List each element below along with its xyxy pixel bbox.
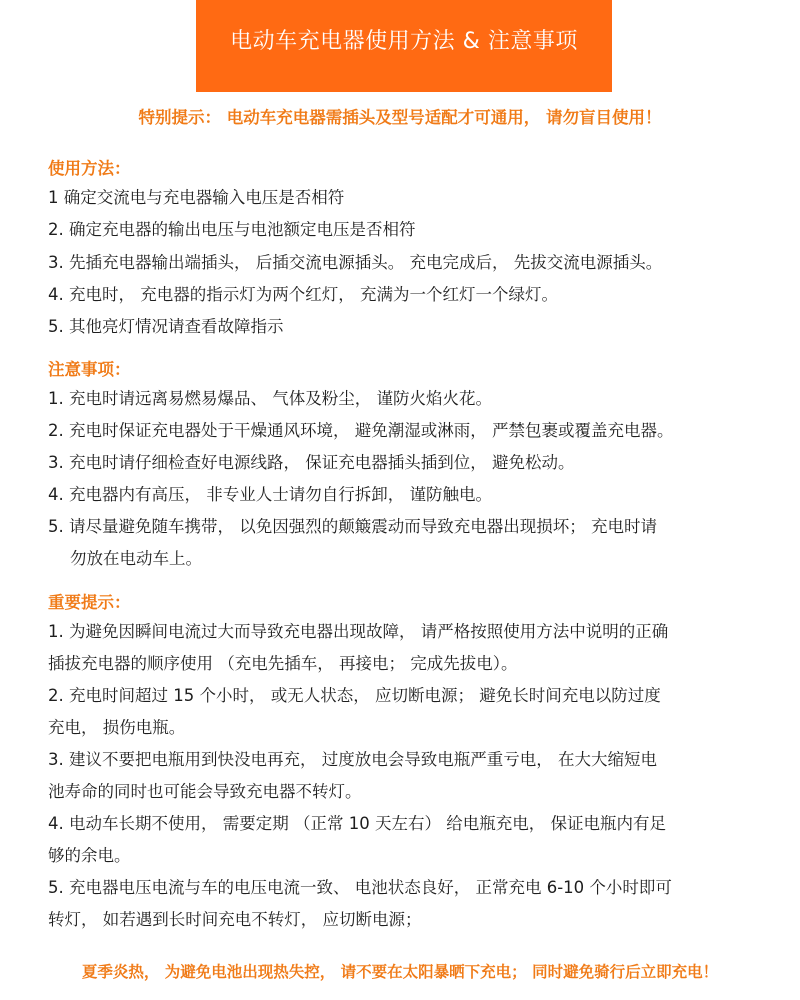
important-item-4: 4. 电动车长期不使用， 需要定期 （正常 10 天左右） 给电瓶充电， 保证电瓶内有足: [48, 814, 666, 833]
important-item-3-cont: 池寿命的同时也可能会导致充电器不转灯。: [48, 782, 362, 801]
notes-item-4: 4. 充电器内有高压， 非专业人士请勿自行拆卸， 谨防触电。: [48, 485, 492, 504]
usage-item-5: 5. 其他亮灯情况请查看故障指示: [48, 317, 284, 336]
important-item-2-cont: 充电， 损伤电瓶。: [48, 718, 186, 737]
important-item-1: 1. 为避免因瞬间电流过大而导致充电器出现故障， 请严格按照使用方法中说明的正确: [48, 622, 669, 641]
usage-item-3: 3. 先插充电器输出端插头， 后插交流电源插头。 充电完成后， 先拔交流电源插头。: [48, 253, 663, 272]
important-item-5-cont: 转灯， 如若遇到长时间充电不转灯， 应切断电源；: [48, 910, 422, 929]
important-item-5: 5. 充电器电压电流与车的电压电流一致、 电池状态良好， 正常充电 6-10 个小时即可: [48, 878, 672, 897]
notes-item-5-cont: 勿放在电动车上。: [70, 549, 202, 568]
usage-item-2: 2. 确定充电器的输出电压与电池额定电压是否相符: [48, 220, 416, 239]
notes-item-3: 3. 充电时请仔细检查好电源线路， 保证充电器插头插到位， 避免松动。: [48, 453, 575, 472]
notes-item-2: 2. 充电时保证充电器处于干燥通风环境， 避免潮湿或淋雨， 严禁包裹或覆盖充电器。: [48, 421, 674, 440]
notes-heading: 注意事项：: [48, 360, 131, 379]
important-item-4-cont: 够的余电。: [48, 846, 131, 865]
usage-item-1: 1 确定交流电与充电器输入电压是否相符: [48, 188, 345, 207]
page-title: 电动车充电器使用方法 & 注意事项: [196, 0, 612, 92]
important-item-3: 3. 建议不要把电瓶用到快没电再充， 过度放电会导致电瓶严重亏电， 在大大缩短电: [48, 750, 657, 769]
notes-item-1: 1. 充电时请远离易燃易爆品、 气体及粉尘， 谨防火焰火花。: [48, 389, 492, 408]
usage-heading: 使用方法：: [48, 159, 131, 178]
important-item-1-cont: 插拔充电器的顺序使用 （充电先插车， 再接电； 完成先拔电）。: [48, 654, 518, 673]
notes-item-5: 5. 请尽量避免随车携带， 以免因强烈的颠簸震动而导致充电器出现损坏； 充电时请: [48, 517, 657, 536]
usage-item-4: 4. 充电时， 充电器的指示灯为两个红灯， 充满为一个红灯一个绿灯。: [48, 285, 558, 304]
summer-warning: 夏季炎热， 为避免电池出现热失控， 请不要在太阳暴晒下充电； 同时避免骑行后立即充电！: [81, 963, 719, 981]
important-heading: 重要提示：: [48, 593, 131, 612]
important-item-2: 2. 充电时间超过 15 个小时， 或无人状态， 应切断电源； 避免长时间充电以防过度: [48, 686, 661, 705]
special-tip: 特别提示： 电动车充电器需插头及型号适配才可通用， 请勿盲目使用！: [138, 108, 662, 127]
